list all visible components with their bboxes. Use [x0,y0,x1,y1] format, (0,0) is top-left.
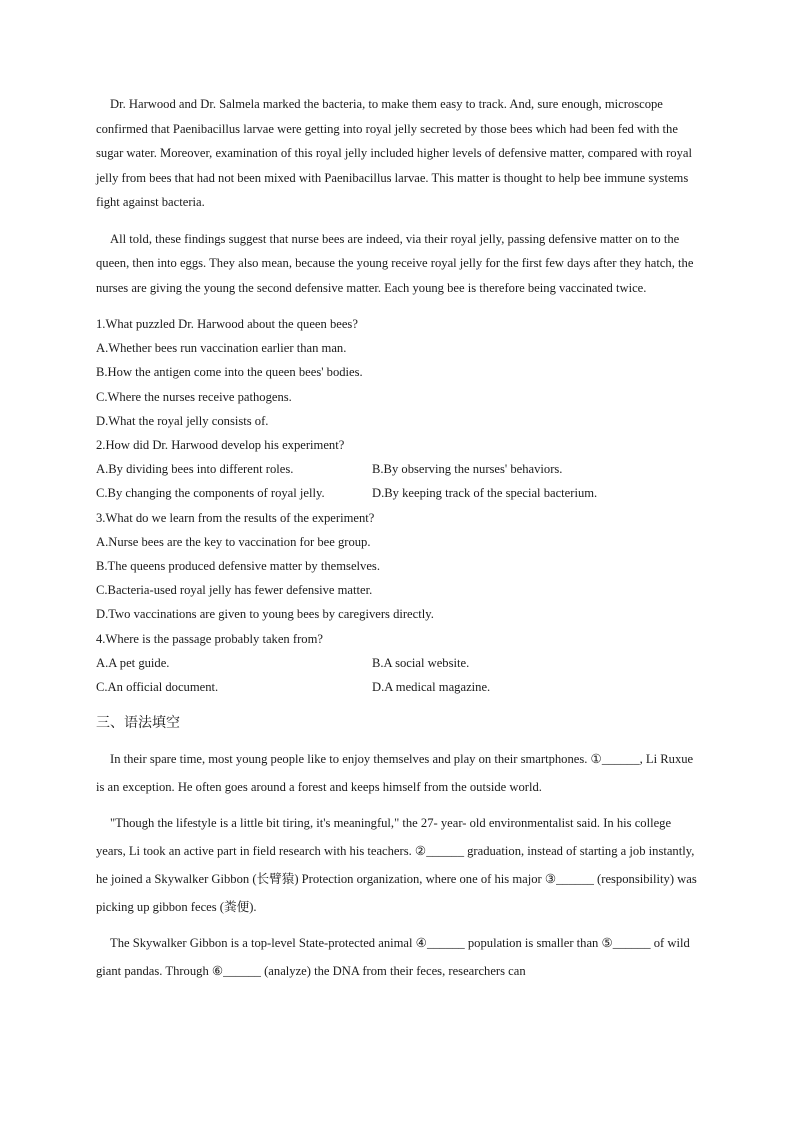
option-c: C.Bacteria-used royal jelly has fewer defensive matter. [96,583,373,598]
document-content [96,92,700,985]
option-b: B.A social website. [372,655,470,670]
options-row [96,457,700,481]
passage-paragraph-2: All told, these findings suggest that nurse bees are indeed, via their royal jelly, passing defensive matter on to the queen, then into eggs. They also mean, because the young receive royal jelly for the first few days after they hatch, the nurses are giving the young the second defensive matter. Each young bee is therefore being vaccinated twice. [96,231,694,295]
option-d: D.What the royal jelly consists of. [96,413,269,428]
question-stem: 2.How did Dr. Harwood develop his experiment? [96,438,345,453]
options-row [96,481,700,505]
question-1 [96,312,700,433]
option-c: C.Where the nurses receive pathogens. [96,389,292,404]
option-d: D.By keeping track of the special bacterium. [372,486,598,501]
question-3 [96,506,700,627]
option-d: D.A medical magazine. [372,680,491,695]
section-title: 三、语法填空 [96,715,180,732]
option-a: A.Whether bees run vaccination earlier than man. [96,341,347,356]
question-stem: 3.What do we learn from the results of the experiment? [96,510,375,525]
options-row [96,675,700,699]
option-b: B.By observing the nurses' behaviors. [372,462,563,477]
option-c: C.By changing the components of royal jelly. [96,486,325,501]
options-row [96,651,700,675]
option-a: A.Nurse bees are the key to vaccination for bee group. [96,534,371,549]
option-d: D.Two vaccinations are given to young bees by caregivers directly. [96,607,434,622]
cloze-paragraph-1: In their spare time, most young people like to enjoy themselves and play on their smartphones. ①______, Li Ruxue is an exception. He often goes around a forest and keeps himself from the outside world. [96,752,694,795]
question-stem: 1.What puzzled Dr. Harwood about the queen bees? [96,317,358,331]
option-a: A.A pet guide. [96,655,170,670]
cloze-paragraph-2: "Though the lifestyle is a little bit tiring, it's meaningful," the 27- year- old environmentalist said. In his college years, Li took an active part in field research with his teachers. ②______ graduation, instead of starting a job instantly, he joined a Skywalker Gibbon (长臂猿) Protection organization, where one of his major ③______ (responsibility) was picking up gibbon feces (粪便). [96,816,697,915]
option-b: B.How the antigen come into the queen bees' bodies. [96,365,363,380]
passage-paragraph-1: Dr. Harwood and Dr. Salmela marked the bacteria, to make them easy to track. And, sure enough, microscope confirmed that Paenibacillus larvae were getting into royal jelly secreted by those bees which had been fed with the sugar water. Moreover, examination of this royal jelly included higher levels of defensive matter, compared with royal jelly from bees that had not been mixed with Paenibacillus larvae. This matter is thought to help bee immune systems fight against bacteria. [96,97,692,209]
question-2 [96,433,700,506]
question-stem: 4.Where is the passage probably taken from? [96,631,323,646]
option-b: B.The queens produced defensive matter by themselves. [96,559,380,574]
option-c: C.An official document. [96,680,219,695]
cloze-paragraph-3: The Skywalker Gibbon is a top-level State-protected animal ④______ population is smaller than ⑤______ of wild giant pandas. Through ⑥______ (analyze) the DNA from their feces, researchers can [96,936,690,979]
option-a: A.By dividing bees into different roles. [96,462,294,477]
question-4 [96,627,700,700]
